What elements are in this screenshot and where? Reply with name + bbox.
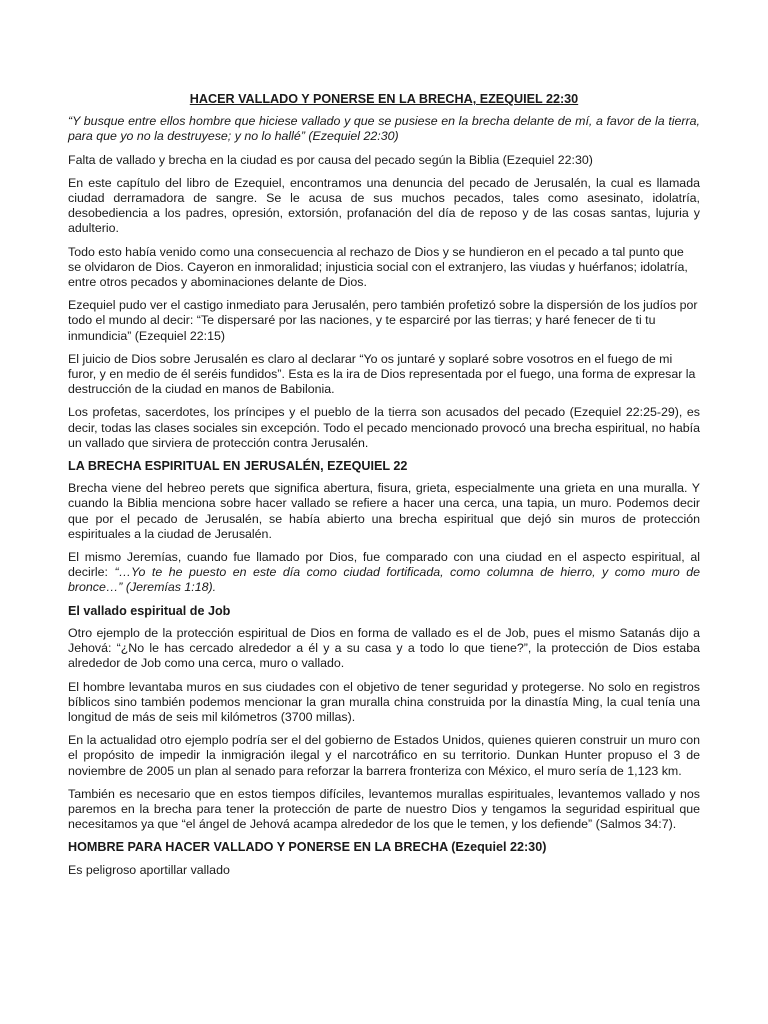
opening-quote: “Y busque entre ellos hombre que hiciese vallado y que se pusiese en la brecha delante de mí, a favor de la tierra, para que yo no la destruyese; y no lo hallé” (Ezequiel 22:30): [68, 114, 700, 144]
paragraph: En la actualidad otro ejemplo podría ser el del gobierno de Estados Unidos, quienes quieren construir un muro con el propósito de impedir la inmigración ilegal y el narcotráfico en su territorio. Dunkan Hunter propuso el 3 de noviembre de 2005 un plan al senado para reforzar la barrera fronteriza con México, el muro sería de 1,123 km.: [68, 733, 700, 778]
paragraph: Ezequiel pudo ver el castigo inmediato para Jerusalén, pero también profetizó sobre la dispersión de los judíos por todo el mundo al decir: “Te dispersaré por las naciones, y te esparciré por las tierras; y haré fenecer de ti tu inmundicia” (Ezequiel 22:15): [68, 298, 698, 343]
section-heading: LA BRECHA ESPIRITUAL EN JERUSALÉN, EZEQUIEL 22: [68, 459, 408, 474]
document-page: [68, 92, 700, 886]
paragraph-lead-text: El mismo Jeremías, cuando fue llamado por Dios, fue comparado con una ciudad en el aspecto espiritual, al decirle:: [68, 550, 700, 580]
paragraph: [68, 550, 700, 596]
paragraph: Otro ejemplo de la protección espiritual de Dios en forma de vallado es el de Job, pues el mismo Satanás dijo a Jehová: “¿No le has cercado alrededor a él y a su casa y a todo lo que tiene?”, la protección de Dios estaba alrededor de Job como una cerca, muro o vallado.: [68, 625, 700, 671]
paragraph: El juicio de Dios sobre Jerusalén es claro al declarar “Yo os juntaré y soplaré sobre vosotros en el fuego de mi furor, y en medio de él seréis fundidos”. Esta es la ira de Dios representada por el fuego, una forma de expresar la destrucción de la ciudad en manos de Babilonia.: [68, 351, 696, 397]
paragraph: Es peligroso aportillar vallado: [68, 862, 230, 877]
paragraph: Los profetas, sacerdotes, los príncipes y el pueblo de la tierra son acusados del pecado (Ezequiel 22:25-29), es decir, todas las clases sociales sin excepción. Todo el pecado mencionado provocó una brecha espiritual, no había un vallado que sirviera de protección contra Jerusalén.: [68, 405, 700, 450]
document-title: HACER VALLADO Y PONERSE EN LA BRECHA, EZEQUIEL 22:30: [189, 92, 579, 106]
section-heading: HOMBRE PARA HACER VALLADO Y PONERSE EN LA BRECHA (Ezequiel 22:30): [68, 840, 547, 855]
paragraph: También es necesario que en estos tiempos difíciles, levantemos murallas espirituales, levantemos vallado y nos paremos en la brecha para tener la protección de parte de nuestro Dios y tengamos la seguridad espiritual que necesitamos ya que “el ángel de Jehová acampa alrededor de los que le temen, y los defiende” (Salmos 34:7).: [68, 786, 700, 832]
subsection-heading: El vallado espiritual de Job: [68, 603, 231, 618]
inline-quote: “…Yo te he puesto en este día como ciudad fortificada, como columna de hierro, y como muro de bronce…” (Jeremías 1:18).: [68, 565, 700, 595]
paragraph: En este capítulo del libro de Ezequiel, encontramos una denuncia del pecado de Jerusalén, la cual es llamada ciudad derramadora de sangre. Se le acusa de sus muchos pecados, tales como asesinato, idolatría, desobediencia a los padres, opresión, extorsión, profanación del día de reposo y de las cosas santas, lujuria y adulterio.: [68, 175, 700, 236]
paragraph: Todo esto había venido como una consecuencia al rechazo de Dios y se hundieron en el pecado a tal punto que se olvidaron de Dios. Cayeron en inmoralidad; injusticia social con el extranjero, las viudas y huérfanos; idolatría, entre otros pecados y abominaciones delante de Dios.: [68, 244, 688, 290]
paragraph: El hombre levantaba muros en sus ciudades con el objetivo de tener seguridad y protegerse. No solo en registros bíblicos sino también podemos mencionar la gran muralla china construida por la dinastía Ming, la cual tenía una longitud de más de seis mil kilómetros (3700 millas).: [68, 679, 700, 724]
paragraph: Brecha viene del hebreo perets que significa abertura, fisura, grieta, especialmente una grieta en una muralla. Y cuando la Biblia menciona sobre hacer vallado se refiere a hacer una cerca, una tapia, un muro. Podemos decir que por el pecado de Jerusalén, se había abierto una brecha espiritual que dejó sin muros de protección espirituales a la ciudad de Jerusalén.: [68, 481, 700, 541]
paragraph: Falta de vallado y brecha en la ciudad es por causa del pecado según la Biblia (Ezequiel 22:30): [68, 152, 593, 167]
